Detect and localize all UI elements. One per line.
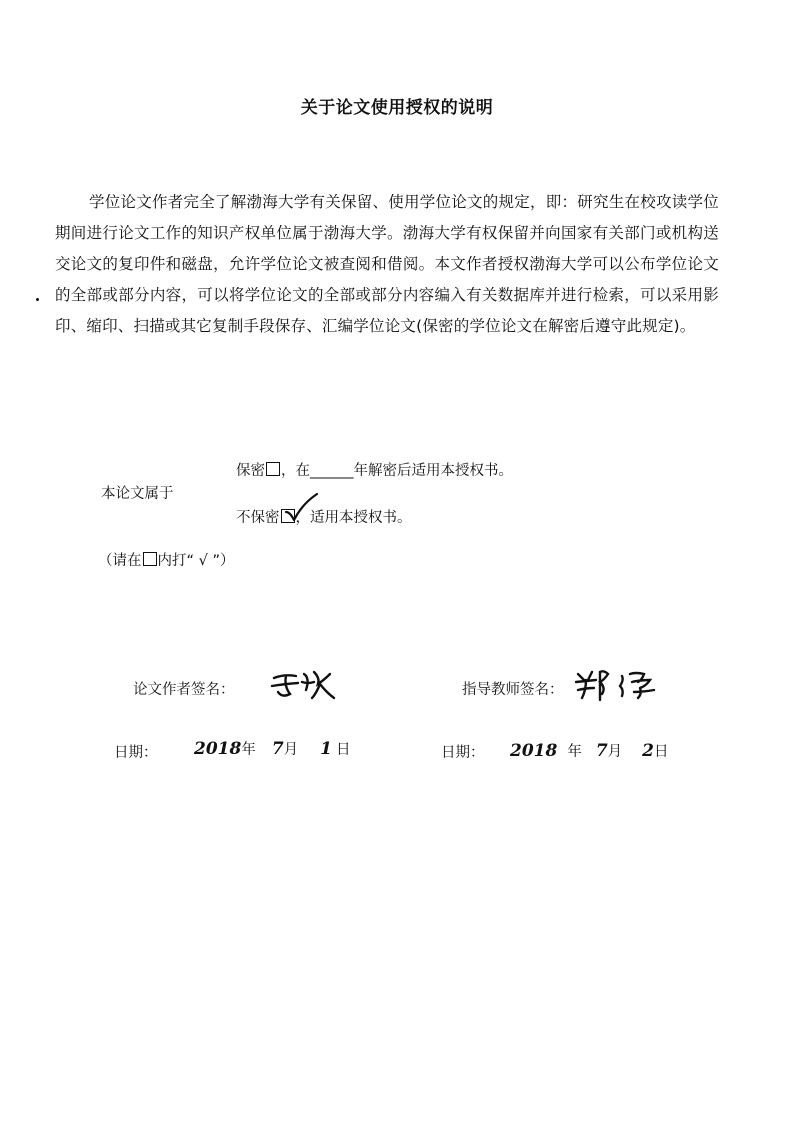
check-instruction bbox=[98, 549, 234, 570]
option-secret-prefix: 保密 bbox=[236, 463, 265, 479]
advisor-date bbox=[510, 740, 669, 761]
advisor-handwritten-signature bbox=[574, 666, 664, 702]
advisor-date-day: 2 bbox=[642, 741, 655, 761]
secret-year-blank: ______ bbox=[310, 463, 354, 479]
advisor-date-label: 日期： bbox=[441, 745, 485, 761]
secret-checkbox[interactable] bbox=[266, 462, 280, 476]
author-signature-label: 论文作者签名： bbox=[133, 682, 235, 698]
advisor-date-month: 7 bbox=[595, 741, 608, 761]
scan-speck bbox=[36, 298, 39, 301]
year-unit: 年 bbox=[241, 742, 256, 758]
authorization-paragraph: 学位论文作者完全了解渤海大学有关保留、使用学位论文的规定，即：研究生在校攻读学位期间进行论文工作的知识产权单位属于渤海大学。渤海大学有权保留并向国家有关部门或机构送交论文的复印件和磁盘，允许学位论文被查阅和借阅。本文作者授权渤海大学可以公布学位论文的全部或部分内容，可以将学位论文的全部或部分内容编入有关数据库并进行检索，可以采用影印、缩印、扫描或其它复制手段保存、汇编学位论文(保密的学位论文在解密后遵守此规定)。 bbox=[55, 193, 719, 335]
page-title: 关于论文使用授权的说明 bbox=[300, 98, 494, 118]
author-date-label: 日期： bbox=[114, 745, 158, 761]
author-date-year: 2018 bbox=[194, 739, 242, 759]
day-unit: 日 bbox=[336, 742, 351, 758]
option-open bbox=[236, 506, 412, 527]
day-unit: 日 bbox=[654, 744, 669, 760]
year-unit: 年 bbox=[567, 744, 582, 760]
sample-box-icon bbox=[143, 552, 157, 566]
month-unit: 月 bbox=[607, 744, 623, 760]
author-date-month: 7 bbox=[271, 739, 284, 759]
option-open-suffix: ，适用本授权书。 bbox=[295, 510, 412, 526]
option-open-prefix: 不保密 bbox=[236, 510, 280, 526]
open-checkbox[interactable] bbox=[281, 509, 295, 523]
author-date bbox=[194, 738, 351, 759]
instruction-prefix: （请在 bbox=[98, 553, 142, 569]
classification-label: 本论文属于 bbox=[101, 486, 174, 502]
option-secret-suffix: 年解密后适用本授权书。 bbox=[353, 463, 513, 479]
advisor-date-year: 2018 bbox=[510, 741, 558, 761]
option-secret-mid: ，在 bbox=[281, 463, 310, 479]
advisor-signature-label: 指导教师签名： bbox=[462, 682, 564, 698]
instruction-suffix: 内打“ √ ”） bbox=[157, 553, 235, 569]
option-secret bbox=[236, 459, 513, 480]
author-date-day: 1 bbox=[320, 739, 333, 759]
check-mark-icon bbox=[284, 492, 318, 522]
month-unit: 月 bbox=[283, 742, 299, 758]
author-handwritten-signature bbox=[268, 668, 340, 702]
